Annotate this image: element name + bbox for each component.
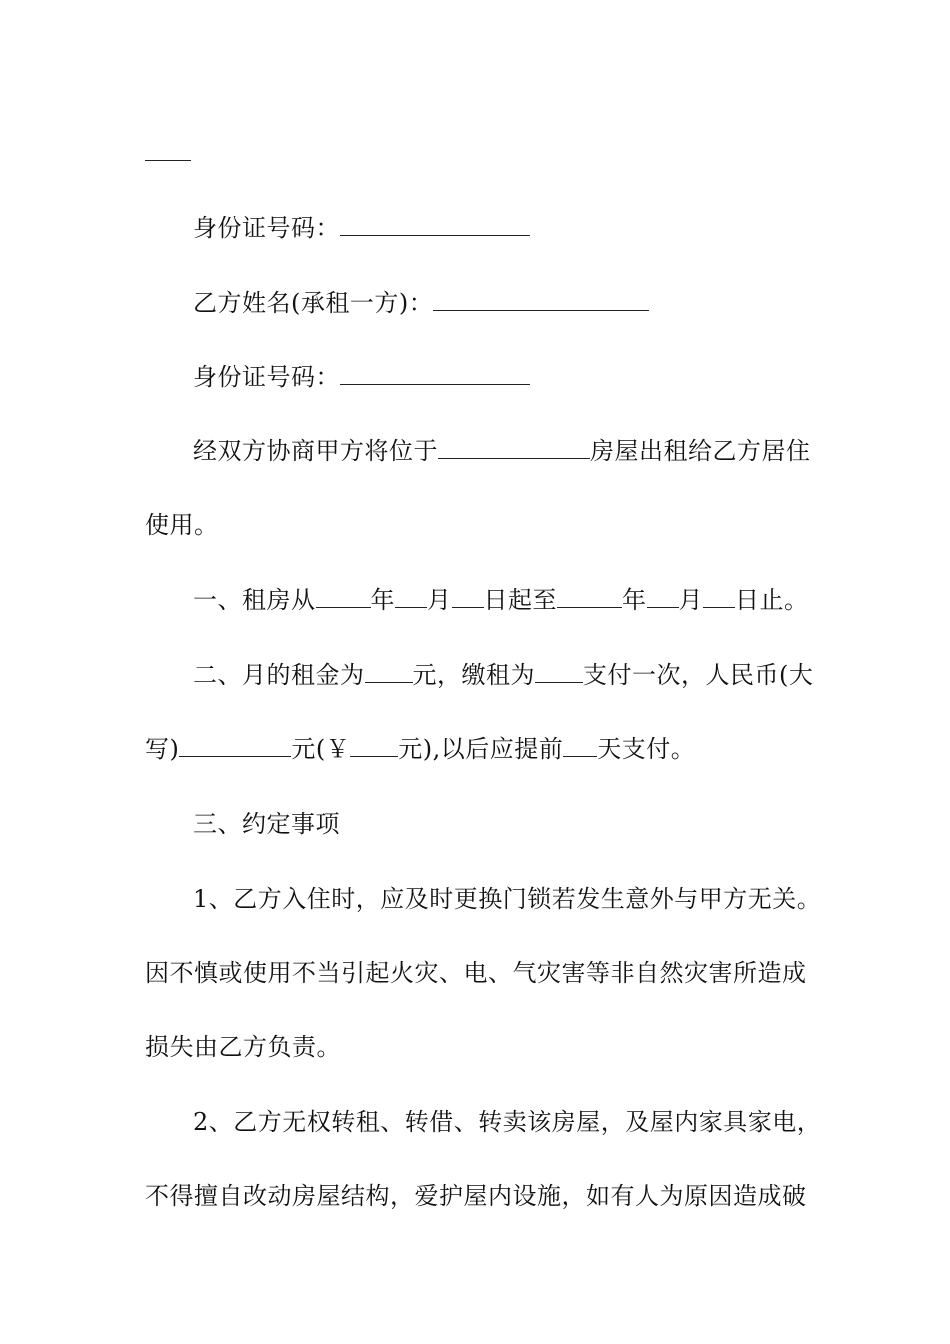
section-3-title: 三、约定事项 <box>193 810 340 838</box>
rent-line-cont <box>145 734 695 764</box>
tenant-id-blank <box>340 362 530 385</box>
term-month: 月 <box>427 586 452 614</box>
rent-text: 二、月的租金为 <box>193 661 365 689</box>
term-year-end: 年 <box>622 586 647 614</box>
rent-text: 天支付。 <box>597 735 696 763</box>
premise-text-c: 使用。 <box>145 511 219 539</box>
end-day-blank <box>703 585 735 608</box>
term-day-from: 日起至 <box>483 586 557 614</box>
item-1-line-1: 1、乙方入住时，应及时更换门锁若发生意外与甲方无关。 <box>193 885 822 913</box>
rent-amount-blank <box>365 660 413 683</box>
pay-cycle-blank <box>535 660 583 683</box>
rent-line <box>193 660 813 690</box>
landlord-id-blank <box>340 213 530 236</box>
fill-blank-rule <box>145 160 191 161</box>
rent-text: 支付一次，人民币(大 <box>583 661 814 689</box>
rent-yuan-blank <box>350 734 398 757</box>
start-month-blank <box>395 585 427 608</box>
premise-text-a: 经双方协商甲方将位于 <box>193 437 438 465</box>
tenant-name-line <box>193 288 649 318</box>
rent-text: 元(￥ <box>291 735 351 763</box>
term-text: 一、租房从 <box>193 586 316 614</box>
rent-text: 元),以后应提前 <box>398 735 564 763</box>
tenant-name-label: 乙方姓名(承租一方)： <box>193 289 434 317</box>
premise-text-b: 房屋出租给乙方居住 <box>590 437 811 465</box>
term-year: 年 <box>370 586 395 614</box>
start-day-blank <box>452 585 484 608</box>
term-day-to: 日止。 <box>735 586 809 614</box>
item-1-line-2: 因不慎或使用不当引起火灾、电、气灾害等非自然灾害所造成 <box>145 959 807 987</box>
term-month-end: 月 <box>678 586 703 614</box>
end-year-blank <box>557 585 622 608</box>
premise-line <box>193 436 811 466</box>
address-blank <box>438 436 590 459</box>
rent-text: 写) <box>145 735 180 763</box>
tenant-id-line <box>193 362 530 392</box>
item-1-line-3: 损失由乙方负责。 <box>145 1033 341 1061</box>
rent-text: 元，缴租为 <box>412 661 535 689</box>
premise-line-cont <box>145 510 219 540</box>
lease-term-line <box>193 585 809 615</box>
item-2-line-1: 2、乙方无权转租、转借、转卖该房屋，及屋内家具家电， <box>193 1108 822 1136</box>
tenant-id-label: 身份证号码： <box>193 363 340 391</box>
landlord-id-line <box>193 213 530 243</box>
tenant-name-blank <box>433 288 649 311</box>
rent-uppercase-blank <box>179 734 291 757</box>
item-2-line-2: 不得擅自改动房屋结构，爱护屋内设施，如有人为原因造成破 <box>145 1182 807 1210</box>
end-month-blank <box>647 585 679 608</box>
landlord-id-label: 身份证号码： <box>193 214 340 242</box>
advance-days-blank <box>563 734 597 757</box>
start-year-blank <box>316 585 371 608</box>
